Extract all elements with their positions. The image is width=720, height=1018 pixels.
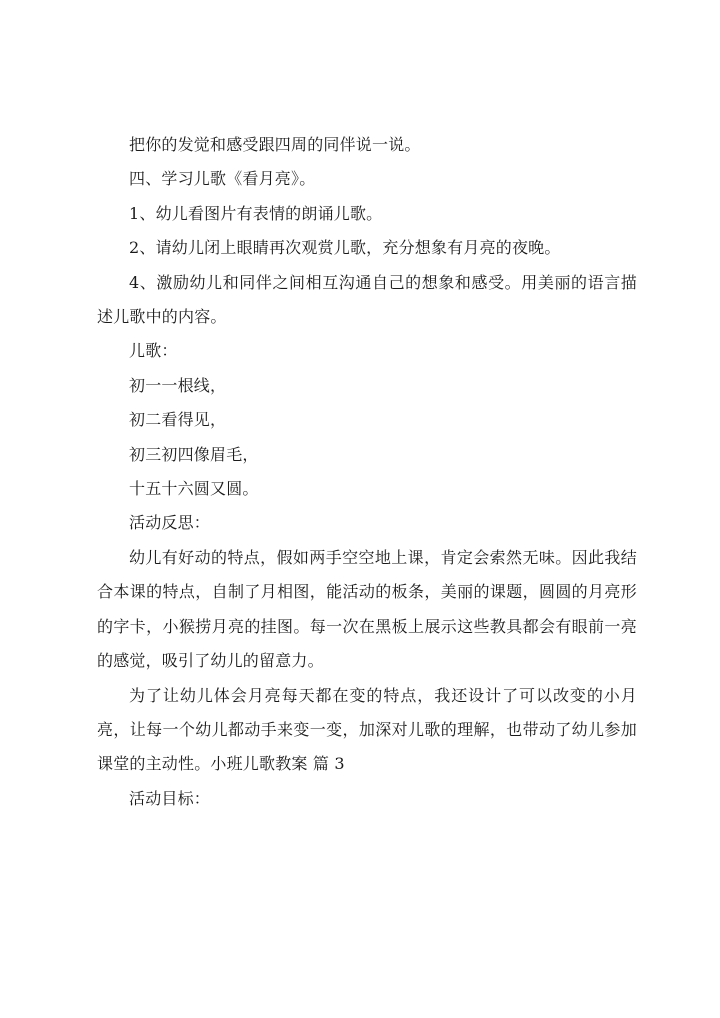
song-line-4: 十五十六圆又圆。 bbox=[129, 479, 259, 499]
song-line-2: 初二看得见， bbox=[129, 410, 227, 430]
reflection-heading: 活动反思： bbox=[129, 513, 211, 533]
step-1-paragraph: 1、幼儿看图片有表情的朗诵儿歌。 bbox=[129, 203, 383, 223]
section-heading-learn-song: 四、学习儿歌《看月亮》。 bbox=[129, 169, 316, 189]
step-4-paragraph: 4、激励幼儿和同伴之间相互沟通自己的想象和感受。用美丽的语言描述儿歌中的内容。 bbox=[97, 272, 637, 327]
song-label: 儿歌： bbox=[129, 341, 178, 361]
step-2-paragraph: 2、请幼儿闭上眼睛再次观赏儿歌，充分想象有月亮的夜晚。 bbox=[129, 238, 561, 258]
reflection-paragraph-2: 为了让幼儿体会月亮每天都在变的特点，我还设计了可以改变的小月亮，让每一个幼儿都动手来变一变，加深对儿歌的理解，也带动了幼儿参加课堂的主动性。小班儿歌教案 篇 3 bbox=[97, 685, 637, 774]
document-body bbox=[97, 128, 637, 816]
song-line-3: 初三初四像眉毛， bbox=[129, 444, 259, 464]
objectives-heading: 活动目标： bbox=[129, 788, 211, 808]
paragraph-share-feelings: 把你的发觉和感受跟四周的同伴说一说。 bbox=[129, 135, 421, 154]
reflection-paragraph-1: 幼儿有好动的特点，假如两手空空地上课，肯定会索然无味。因此我结合本课的特点，自制了月相图，能活动的板条，美丽的课题，圆圆的月亮形的字卡，小猴捞月亮的挂图。每一次在黑板上展示这些教具都会有眼前一亮的感觉，吸引了幼儿的留意力。 bbox=[97, 547, 637, 671]
song-line-1: 初一一根线， bbox=[129, 375, 227, 395]
